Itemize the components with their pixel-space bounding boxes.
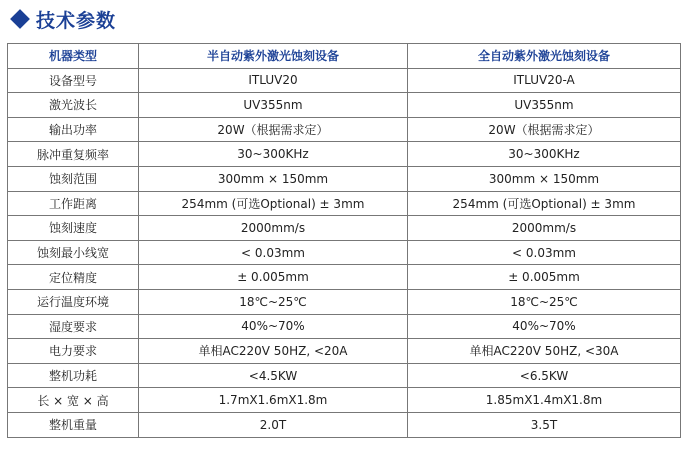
full-auto-value: 300mm × 150mm: [408, 166, 681, 191]
row-label: 湿度要求: [8, 314, 139, 339]
full-auto-value: UV355nm: [408, 93, 681, 118]
semi-auto-value: < 0.03mm: [139, 240, 408, 265]
full-auto-value: 1.85mX1.4mX1.8m: [408, 388, 681, 413]
table-row: [8, 240, 681, 265]
row-label: 输出功率: [8, 117, 139, 142]
header-full-auto: 全自动紫外激光蚀刻设备: [408, 44, 681, 69]
row-label: 脉冲重复频率: [8, 142, 139, 167]
table-row: [8, 166, 681, 191]
row-label: 激光波长: [8, 93, 139, 118]
header-machine-type: 机器类型: [8, 44, 139, 69]
row-label: 整机功耗: [8, 363, 139, 388]
row-label: 设备型号: [8, 68, 139, 93]
row-label: 运行温度环境: [8, 289, 139, 314]
table-row: [8, 289, 681, 314]
table-row: [8, 142, 681, 167]
semi-auto-value: ITLUV20: [139, 68, 408, 93]
semi-auto-value: 40%~70%: [139, 314, 408, 339]
semi-auto-value: 20W（根据需求定）: [139, 117, 408, 142]
row-label: 定位精度: [8, 265, 139, 290]
table-row: [8, 363, 681, 388]
table-header-row: [8, 44, 681, 69]
table-row: [8, 388, 681, 413]
table-row: [8, 117, 681, 142]
full-auto-value: < 0.03mm: [408, 240, 681, 265]
full-auto-value: ITLUV20-A: [408, 68, 681, 93]
row-label: 工作距离: [8, 191, 139, 216]
table-row: [8, 265, 681, 290]
semi-auto-value: UV355nm: [139, 93, 408, 118]
semi-auto-value: 单相AC220V 50HZ, <20A: [139, 339, 408, 364]
semi-auto-value: 30~300KHz: [139, 142, 408, 167]
spec-table: [7, 43, 681, 438]
row-label: 电力要求: [8, 339, 139, 364]
full-auto-value: 30~300KHz: [408, 142, 681, 167]
full-auto-value: 3.5T: [408, 412, 681, 437]
semi-auto-value: 300mm × 150mm: [139, 166, 408, 191]
section-title-text: 技术参数: [36, 9, 117, 32]
semi-auto-value: 254mm (可选Optional) ± 3mm: [139, 191, 408, 216]
full-auto-value: 单相AC220V 50HZ, <30A: [408, 339, 681, 364]
row-label: 整机重量: [8, 412, 139, 437]
diamond-bullet-icon: [10, 9, 30, 29]
full-auto-value: 20W（根据需求定）: [408, 117, 681, 142]
table-row: [8, 93, 681, 118]
table-row: [8, 68, 681, 93]
table-row: [8, 191, 681, 216]
semi-auto-value: 18℃~25℃: [139, 289, 408, 314]
full-auto-value: <6.5KW: [408, 363, 681, 388]
full-auto-value: 40%~70%: [408, 314, 681, 339]
full-auto-value: 254mm (可选Optional) ± 3mm: [408, 191, 681, 216]
full-auto-value: 2000mm/s: [408, 216, 681, 241]
row-label: 蚀刻最小线宽: [8, 240, 139, 265]
semi-auto-value: ± 0.005mm: [139, 265, 408, 290]
row-label: 蚀刻范围: [8, 166, 139, 191]
row-label: 蚀刻速度: [8, 216, 139, 241]
header-semi-auto: 半自动紫外激光蚀刻设备: [139, 44, 408, 69]
semi-auto-value: 2.0T: [139, 412, 408, 437]
full-auto-value: ± 0.005mm: [408, 265, 681, 290]
full-auto-value: 18℃~25℃: [408, 289, 681, 314]
semi-auto-value: <4.5KW: [139, 363, 408, 388]
table-row: [8, 412, 681, 437]
semi-auto-value: 1.7mX1.6mX1.8m: [139, 388, 408, 413]
row-label: 长 × 宽 × 高: [8, 388, 139, 413]
semi-auto-value: 2000mm/s: [139, 216, 408, 241]
table-row: [8, 339, 681, 364]
table-row: [8, 216, 681, 241]
table-row: [8, 314, 681, 339]
section-title: [10, 4, 116, 34]
